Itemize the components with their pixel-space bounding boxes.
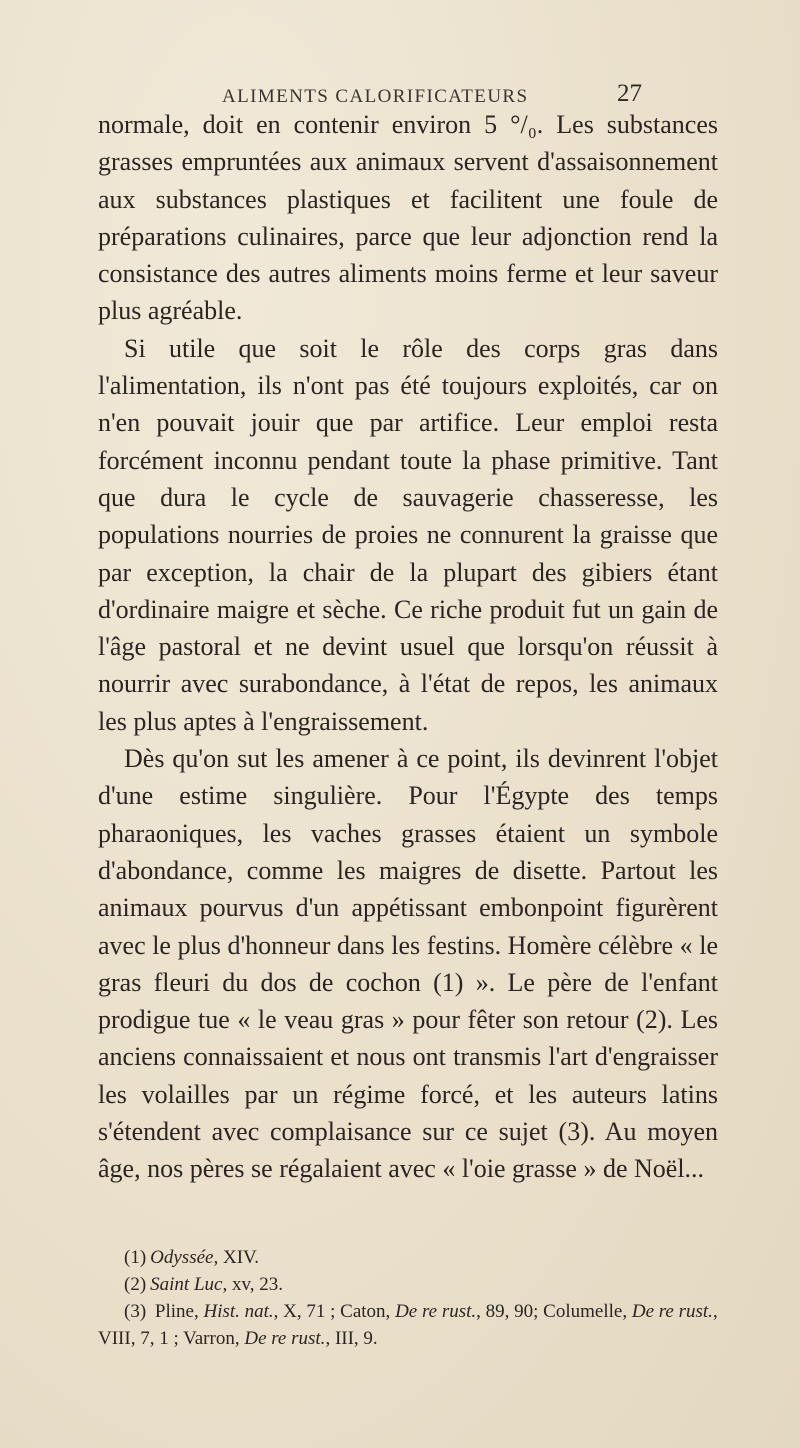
footnote-number: (1) (124, 1247, 147, 1268)
page-number: 27 (617, 80, 642, 107)
footnote-part: , X, 71 ; Caton, (273, 1301, 396, 1322)
footnote-reference: xv, 23. (227, 1274, 283, 1295)
footnote-reference: XIV. (218, 1247, 260, 1268)
footnotes (98, 1244, 718, 1352)
footnote-part: De re rust. (395, 1301, 477, 1322)
footnote-part: Hist. nat. (203, 1301, 274, 1322)
footnote-source-title: Odyssée, (150, 1247, 219, 1268)
paragraph-fats-esteem: Dès qu'on sut les amener à ce point, ils devinrent l'objet d'une estime singulière. Pour l'Égypte des temps pharaoniques, les vaches grasses étaient un symbole d'abondance, comme les maigres de disette. Partout les animaux pourvus d'un appétissant embonpoint figurèrent avec le plus d'honneur dans les festins. Homère célèbre « le gras fleuri du dos de cochon (1) ». Le père de l'enfant prodigue tue « le veau gras » pour fêter son retour (2). Les anciens connaissaient et nous ont transmis l'art d'engraisser les volailles par un régime forcé, et les auteurs latins s'étendent avec complaisance sur ce sujet (3). Au moyen âge, nos pères se régalaient avec « l'oie grasse » de Noël... (98, 744, 718, 1184)
footnote-2 (98, 1271, 718, 1298)
footnote-part: Pline, (150, 1301, 204, 1322)
footnote-part: , III, 9. (325, 1328, 378, 1349)
footnote-part: De re rust. (244, 1328, 326, 1349)
footnote-number: (2) (124, 1274, 147, 1295)
footnote-part: De re rust. (631, 1301, 713, 1322)
footnote-1 (98, 1244, 718, 1271)
paragraph-fats-history: Si utile que soit le rôle des corps gras dans l'alimentation, ils n'ont pas été toujours exploités, car on n'en pouvait jouir que par artifice. Leur emploi resta forcément inconnu pendant toute la phase primitive. Tant que dura le cycle de sauvagerie chasseresse, les populations nourries de proies ne connurent la graisse que par exception, la chair de la plupart des gibiers étant d'ordinaire maigre et sèche. Ce riche produit fut un gain de l'âge pastoral et ne devint usuel que lorsqu'on réussit à nourrir avec surabondance, à l'état de repos, les animaux les plus aptes à l'engraissement. (98, 333, 718, 736)
footnote-number: (3) (124, 1301, 147, 1322)
paragraph-continuation: normale, doit en contenir environ 5 °/₀. Les substances grasses empruntées aux animaux servent d'assaisonnement aux substances plastiques et facilitent une foule de préparations culinaires, parce que leur adjonction rend la consistance des autres aliments moins ferme et leur saveur plus agréable. (98, 110, 718, 326)
footnote-source-title: Saint Luc, (150, 1274, 228, 1295)
footnote-part: , VIII, 7, 1 ; Varron, (98, 1301, 718, 1349)
footnote-3 (98, 1298, 718, 1352)
running-title: ALIMENTS CALORIFICATEURS (222, 86, 529, 107)
main-text (98, 106, 718, 1188)
footnote-part: , 89, 90; Columelle, (476, 1301, 632, 1322)
